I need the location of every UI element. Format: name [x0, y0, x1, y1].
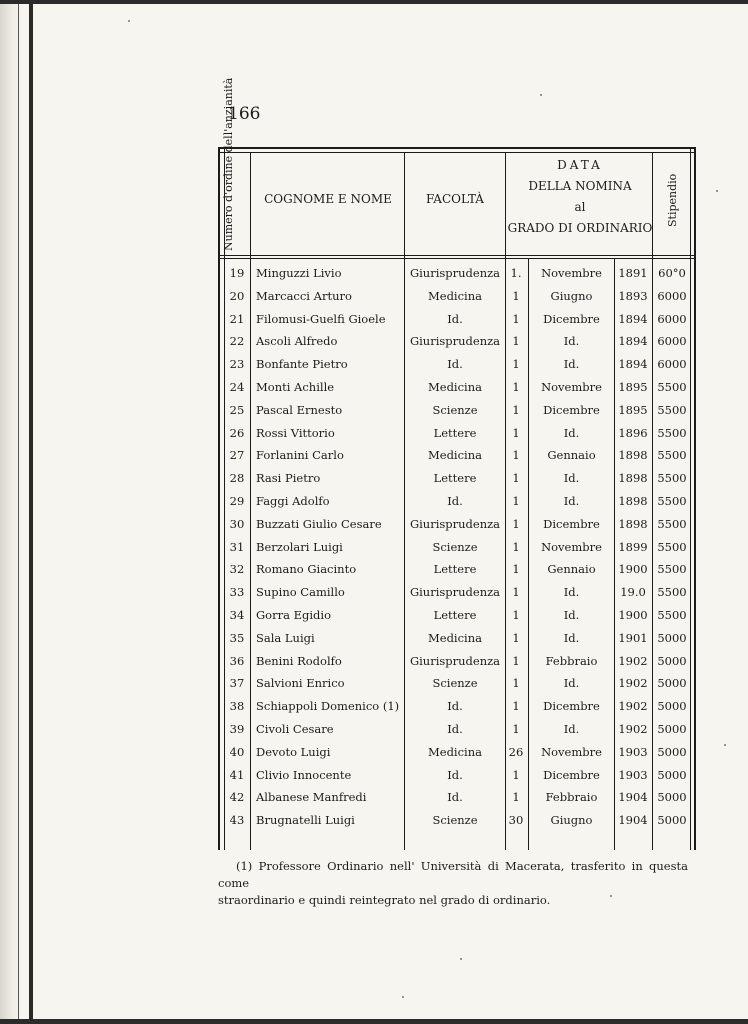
cell-day: 1 [512, 630, 520, 645]
table-row [218, 719, 696, 742]
cell-salary: 5000 [657, 721, 687, 736]
cell-faculty: Medicina [427, 379, 482, 394]
cell-day: 1 [512, 334, 520, 349]
cell-month: Febbraio [545, 790, 598, 805]
table-row [218, 354, 696, 377]
cell-order-number: 22 [229, 334, 245, 349]
cell-month: Novembre [541, 266, 602, 280]
cell-salary: 5500 [657, 493, 687, 508]
cell-faculty: Id. [447, 767, 463, 782]
cell-order-number: 19 [229, 266, 245, 280]
cell-name: Romano Giacinto [256, 562, 357, 577]
cell-day: 1 [512, 721, 520, 736]
table-row [218, 445, 696, 468]
cell-order-number: 21 [229, 311, 245, 326]
cell-name: Gorra Egidio [256, 607, 332, 622]
cell-faculty: Medicina [427, 630, 482, 645]
cell-year: 19.0 [620, 585, 646, 600]
cell-salary: 5500 [657, 379, 687, 394]
cell-order-number: 40 [229, 744, 245, 759]
cell-day: 1 [512, 585, 520, 600]
cell-month: Novembre [541, 539, 602, 554]
cell-month: Dicembre [543, 516, 600, 531]
cell-name: Berzolari Luigi [256, 539, 343, 554]
cell-salary: 6000 [657, 288, 687, 303]
cell-salary: 5000 [657, 767, 687, 782]
cell-day: 1 [512, 767, 520, 782]
cell-month: Id. [563, 676, 580, 691]
cell-day: 1 [512, 516, 520, 531]
footnote [218, 858, 688, 909]
scan-top-border [0, 0, 748, 4]
cell-day: 1 [512, 471, 520, 486]
cell-name: Forlanini Carlo [256, 448, 344, 463]
cell-month: Dicembre [543, 699, 600, 714]
cell-order-number: 25 [229, 402, 245, 417]
cell-salary: 5500 [657, 562, 687, 577]
cell-faculty: Id. [447, 699, 463, 714]
table-row [218, 537, 696, 560]
table-row [218, 514, 696, 537]
cell-month: Novembre [541, 379, 602, 394]
book-spine-shadow [0, 0, 40, 1024]
cell-day: 1 [512, 699, 520, 714]
cell-year: 1894 [618, 334, 648, 349]
cell-salary: 5500 [657, 402, 687, 417]
cell-year: 1902 [618, 653, 648, 668]
table-row [218, 810, 696, 833]
cell-name: Ascoli Alfredo [256, 334, 338, 349]
cell-salary: 5000 [657, 676, 687, 691]
cell-faculty: Scienze [432, 539, 478, 554]
table-row [218, 742, 696, 765]
cell-month: Febbraio [545, 653, 598, 668]
table-row [218, 491, 696, 514]
table-top-rule-inner [218, 152, 696, 153]
cell-year: 1898 [618, 493, 648, 508]
table-row [218, 263, 696, 286]
cell-faculty: Scienze [432, 402, 478, 417]
cell-month: Id. [563, 607, 580, 622]
cell-year: 1903 [618, 744, 648, 759]
table-row [218, 628, 696, 651]
table-row [218, 331, 696, 354]
cell-year: 1902 [618, 699, 648, 714]
header-order-number: Numero d'ordine dell'anzianità [222, 77, 235, 251]
cell-faculty: Giurisprudenza [409, 653, 501, 668]
cell-day: 1 [512, 562, 520, 577]
cell-salary: 5500 [657, 516, 687, 531]
cell-faculty: Medicina [427, 288, 482, 303]
table-top-rule [218, 147, 696, 149]
cell-name: Albanese Manfredi [256, 790, 367, 805]
paper-speck [610, 895, 612, 897]
cell-order-number: 37 [229, 676, 245, 691]
header-date-line3: al [574, 200, 586, 214]
cell-month: Dicembre [543, 402, 600, 417]
cell-salary: 5000 [657, 790, 687, 805]
cell-salary: 5000 [657, 699, 687, 714]
cell-year: 1901 [618, 630, 648, 645]
cell-name: Monti Achille [256, 379, 335, 394]
cell-year: 1894 [618, 311, 648, 326]
cell-year: 1898 [618, 448, 648, 463]
cell-faculty: Lettere [433, 562, 477, 577]
cell-day: 1 [512, 402, 520, 417]
cell-month: Id. [563, 630, 580, 645]
cell-faculty: Lettere [433, 471, 477, 486]
paper-speck [724, 744, 726, 746]
cell-faculty: Scienze [432, 676, 478, 691]
cell-day: 1 [512, 379, 520, 394]
cell-year: 1900 [618, 562, 648, 577]
table-row [218, 468, 696, 491]
cell-day: 1 [512, 311, 520, 326]
cell-salary: 5000 [657, 813, 687, 828]
cell-year: 1896 [618, 425, 648, 440]
cell-month: Giugno [550, 813, 593, 828]
paper-speck [716, 190, 718, 192]
header-name: COGNOME E NOME [264, 192, 392, 206]
scan-bottom-border [0, 1019, 748, 1024]
cell-faculty: Giurisprudenza [409, 585, 501, 600]
cell-order-number: 28 [229, 471, 245, 486]
cell-name: Faggi Adolfo [256, 493, 330, 508]
cell-faculty: Giurisprudenza [409, 516, 501, 531]
cell-order-number: 24 [229, 379, 245, 394]
cell-salary: 6000 [657, 311, 687, 326]
cell-year: 1894 [618, 357, 648, 372]
cell-year: 1891 [618, 266, 648, 280]
cell-year: 1898 [618, 516, 648, 531]
cell-name: Rossi Vittorio [256, 425, 335, 440]
header-date-block [505, 157, 655, 237]
cell-order-number: 41 [229, 767, 245, 782]
cell-salary: 6000 [657, 334, 687, 349]
table-row [218, 582, 696, 605]
cell-order-number: 23 [229, 357, 245, 372]
cell-faculty: Id. [447, 311, 463, 326]
cell-year: 1903 [618, 767, 648, 782]
cell-day: 1 [512, 288, 520, 303]
cell-name: Schiappoli Domenico (1) [256, 699, 400, 714]
cell-order-number: 27 [229, 448, 245, 463]
cell-year: 1904 [618, 813, 648, 828]
cell-day: 1 [512, 607, 520, 622]
header-date-line4: GRADO DI ORDINARIO [507, 221, 653, 235]
cell-name: Pascal Ernesto [256, 402, 343, 417]
cell-day: 30 [508, 813, 524, 828]
cell-year: 1895 [618, 379, 648, 394]
cell-year: 1902 [618, 721, 648, 736]
cell-month: Id. [563, 493, 580, 508]
cell-day: 1 [512, 448, 520, 463]
cell-day: 26 [508, 744, 524, 759]
cell-faculty: Lettere [433, 607, 477, 622]
cell-name: Devoto Luigi [256, 744, 331, 759]
cell-day: 1 [512, 493, 520, 508]
table-row [218, 696, 696, 719]
cell-order-number: 38 [229, 699, 245, 714]
cell-name: Marcacci Arturo [256, 288, 352, 303]
cell-faculty: Id. [447, 790, 463, 805]
paper-speck [402, 996, 404, 998]
spine-binding-line [29, 0, 33, 1024]
cell-name: Salvioni Enrico [256, 676, 345, 691]
cell-month: Id. [563, 334, 580, 349]
cell-day: 1 [512, 676, 520, 691]
cell-month: Gennaio [547, 448, 596, 463]
cell-day: 1 [512, 357, 520, 372]
cell-salary: 5500 [657, 471, 687, 486]
cell-order-number: 34 [229, 607, 245, 622]
cell-faculty: Id. [447, 493, 463, 508]
cell-salary: 5000 [657, 653, 687, 668]
cell-order-number: 33 [229, 585, 245, 600]
table-row [218, 309, 696, 332]
cell-day: 1 [512, 790, 520, 805]
page-number: 166 [228, 104, 261, 124]
spine-edge-line [18, 0, 19, 1024]
cell-day: 1 [512, 539, 520, 554]
cell-month: Id. [563, 721, 580, 736]
table-row [218, 651, 696, 674]
table-row [218, 286, 696, 309]
cell-order-number: 26 [229, 425, 245, 440]
cell-salary: 5500 [657, 425, 687, 440]
cell-faculty: Giurisprudenza [409, 334, 501, 349]
cell-order-number: 39 [229, 721, 245, 736]
cell-month: Id. [563, 425, 580, 440]
cell-order-number: 20 [229, 288, 245, 303]
cell-faculty: Medicina [427, 744, 482, 759]
table-row [218, 377, 696, 400]
table-row [218, 559, 696, 582]
cell-faculty: Id. [447, 357, 463, 372]
cell-name: Brugnatelli Luigi [256, 813, 355, 828]
cell-name: Sala Luigi [256, 630, 315, 645]
cell-month: Dicembre [543, 767, 600, 782]
cell-name: Bonfante Pietro [256, 357, 348, 372]
cell-faculty: Scienze [432, 813, 478, 828]
cell-day: 1 [512, 425, 520, 440]
cell-salary: 60°0 [658, 266, 686, 280]
cell-year: 1904 [618, 790, 648, 805]
cell-month: Id. [563, 357, 580, 372]
cell-order-number: 32 [229, 562, 245, 577]
paper-speck [460, 958, 462, 960]
cell-order-number: 31 [229, 539, 245, 554]
cell-faculty: Medicina [427, 448, 482, 463]
cell-name: Rasi Pietro [256, 471, 321, 486]
cell-month: Id. [563, 585, 580, 600]
cell-day: 1 [512, 653, 520, 668]
table-row [218, 787, 696, 810]
cell-order-number: 30 [229, 516, 245, 531]
cell-name: Civoli Cesare [256, 721, 334, 736]
cell-month: Giugno [550, 288, 593, 303]
cell-year: 1895 [618, 402, 648, 417]
cell-salary: 5500 [657, 448, 687, 463]
cell-name: Minguzzi Livio [256, 266, 342, 280]
cell-faculty: Id. [447, 721, 463, 736]
header-date-line1: DATA [557, 158, 603, 172]
cell-salary: 6000 [657, 357, 687, 372]
cell-year: 1902 [618, 676, 648, 691]
cell-salary: 5500 [657, 607, 687, 622]
cell-day: 1. [510, 266, 522, 280]
cell-year: 1898 [618, 471, 648, 486]
header-bottom-rule [218, 255, 696, 256]
cell-salary: 5500 [657, 585, 687, 600]
table-row [218, 423, 696, 446]
header-bottom-rule-inner [218, 258, 696, 259]
header-salary: Stipendio [666, 173, 679, 227]
table-body [218, 263, 696, 833]
cell-salary: 5000 [657, 744, 687, 759]
cell-faculty: Lettere [433, 425, 477, 440]
cell-name: Filomusi-Guelfi Gioele [256, 311, 386, 326]
cell-order-number: 36 [229, 653, 245, 668]
cell-name: Benini Rodolfo [256, 653, 342, 668]
footnote-line-1: (1) Professore Ordinario nell' Università di Macerata, trasferito in questa come [218, 859, 688, 890]
cell-name: Buzzati Giulio Cesare [256, 516, 382, 531]
cell-name: Supino Camillo [256, 585, 345, 600]
cell-year: 1893 [618, 288, 648, 303]
cell-year: 1899 [618, 539, 648, 554]
footnote-line-2: straordinario e quindi reintegrato nel grado di ordinario. [218, 893, 551, 907]
table-row [218, 765, 696, 788]
table-row [218, 673, 696, 696]
cell-salary: 5000 [657, 630, 687, 645]
header-date-line2: DELLA NOMINA [528, 179, 632, 193]
cell-order-number: 35 [229, 630, 245, 645]
cell-month: Novembre [541, 744, 602, 759]
cell-month: Id. [563, 471, 580, 486]
cell-order-number: 43 [229, 813, 245, 828]
cell-month: Gennaio [547, 562, 596, 577]
cell-month: Dicembre [543, 311, 600, 326]
cell-salary: 5500 [657, 539, 687, 554]
cell-year: 1900 [618, 607, 648, 622]
table-row [218, 400, 696, 423]
paper-speck [128, 20, 130, 22]
cell-name: Clivio Innocente [256, 767, 352, 782]
cell-faculty: Giurisprudenza [409, 266, 501, 280]
header-faculty: FACOLTÀ [426, 192, 484, 206]
cell-order-number: 42 [229, 790, 245, 805]
cell-order-number: 29 [229, 493, 245, 508]
table-row [218, 605, 696, 628]
paper-speck [540, 94, 542, 96]
